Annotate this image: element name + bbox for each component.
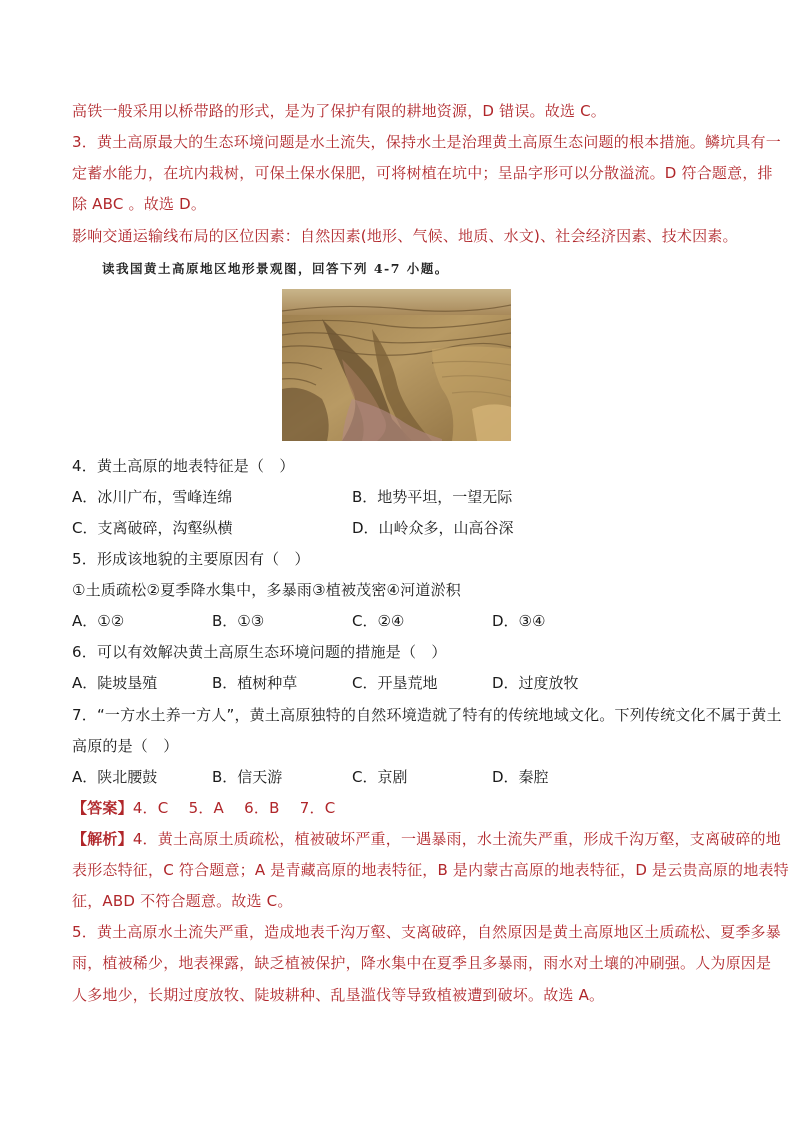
answer-line bbox=[72, 798, 335, 818]
q5-option-a[interactable]: A．①② bbox=[72, 612, 125, 630]
q6-option-a[interactable]: A．陡坡垦殖 bbox=[72, 674, 158, 692]
question-5-statements: ①土质疏松②夏季降水集中，多暴雨③植被茂密④河道淤积 bbox=[72, 581, 461, 599]
explanation-line: 定蓄水能力，在坑内栽树，可保土保水保肥，可将树植在坑中；呈品字形可以分散溢流。D 符合题意，排 bbox=[72, 164, 773, 182]
question-intro: 读我国黄土高原地区地形景观图，回答下列 4-7 小题。 bbox=[102, 261, 449, 276]
q7-option-b[interactable]: B．信天游 bbox=[212, 768, 283, 786]
analysis-line: 征，ABD 不符合题意。故选 C。 bbox=[72, 892, 293, 910]
q4-option-d[interactable]: D．山岭众多，山高谷深 bbox=[352, 519, 514, 537]
q7-option-a[interactable]: A．陕北腰鼓 bbox=[72, 768, 158, 786]
analysis-line: 表形态特征，C 符合题意；A 是青藏高原的地表特征，B 是内蒙古高原的地表特征，D 是云贵高原的地表特 bbox=[72, 861, 789, 879]
question-4-stem: 4．黄土高原的地表特征是（ ） bbox=[72, 457, 295, 475]
question-5-stem: 5．形成该地貌的主要原因有（ ） bbox=[72, 550, 310, 568]
q5-option-d[interactable]: D．③④ bbox=[492, 612, 546, 630]
analysis-line: 5．黄土高原水土流失严重，造成地表千沟万壑、支离破碎，自然原因是黄土高原地区土质疏松、夏季多暴 bbox=[72, 923, 781, 941]
q5-option-c[interactable]: C．②④ bbox=[352, 612, 405, 630]
answer-text: 4．C 5．A 6．B 7．C bbox=[132, 799, 336, 817]
analysis-text: 4．黄土高原土质疏松，植被破坏严重，一遇暴雨，水土流失严重，形成千沟万壑，支离破碎的地 bbox=[132, 830, 781, 848]
question-6-stem: 6．可以有效解决黄土高原生态环境问题的措施是（ ） bbox=[72, 643, 447, 661]
q7-option-c[interactable]: C．京剧 bbox=[352, 768, 408, 786]
explanation-line: 除 ABC 。故选 D。 bbox=[72, 195, 207, 213]
analysis-line: 雨，植被稀少，地表裸露，缺乏植被保护，降水集中在夏季且多暴雨，雨水对土壤的冲刷强。人为原因是 bbox=[72, 954, 772, 972]
analysis-label: 【解析】 bbox=[72, 830, 133, 848]
q4-option-a[interactable]: A．冰川广布，雪峰连绵 bbox=[72, 488, 233, 506]
question-7-stem-cont: 高原的是（ ） bbox=[72, 737, 179, 755]
analysis-line: 人多地少，长期过度放牧、陡坡耕种、乱垦滥伐等导致植被遭到破坏。故选 A。 bbox=[72, 986, 605, 1004]
question-7-stem: 7．“一方水土养一方人”，黄土高原独特的自然环境造就了特有的传统地域文化。下列传统文化不属于黄土 bbox=[72, 706, 782, 724]
q4-option-b[interactable]: B．地势平坦，一望无际 bbox=[352, 488, 513, 506]
explanation-line: 3．黄土高原最大的生态环境问题是水土流失，保持水土是治理黄土高原生态问题的根本措施。鳞坑具有一 bbox=[72, 133, 781, 151]
q6-option-d[interactable]: D．过度放牧 bbox=[492, 674, 579, 692]
explanation-line: 高铁一般采用以桥带路的形式，是为了保护有限的耕地资源，D 错误。故选 C。 bbox=[72, 102, 606, 120]
explanation-line: 影响交通运输线布局的区位因素：自然因素(地形、气候、地质、水文)、社会经济因素、技术因素。 bbox=[72, 227, 738, 245]
q5-option-b[interactable]: B．①③ bbox=[212, 612, 265, 630]
analysis-line bbox=[72, 829, 781, 849]
loess-plateau-landscape-photo bbox=[282, 289, 511, 441]
q7-option-d[interactable]: D．秦腔 bbox=[492, 768, 549, 786]
q6-option-b[interactable]: B．植树种草 bbox=[212, 674, 298, 692]
answer-label: 【答案】 bbox=[72, 799, 133, 817]
q4-option-c[interactable]: C．支离破碎，沟壑纵横 bbox=[72, 519, 233, 537]
q6-option-c[interactable]: C．开垦荒地 bbox=[352, 674, 438, 692]
